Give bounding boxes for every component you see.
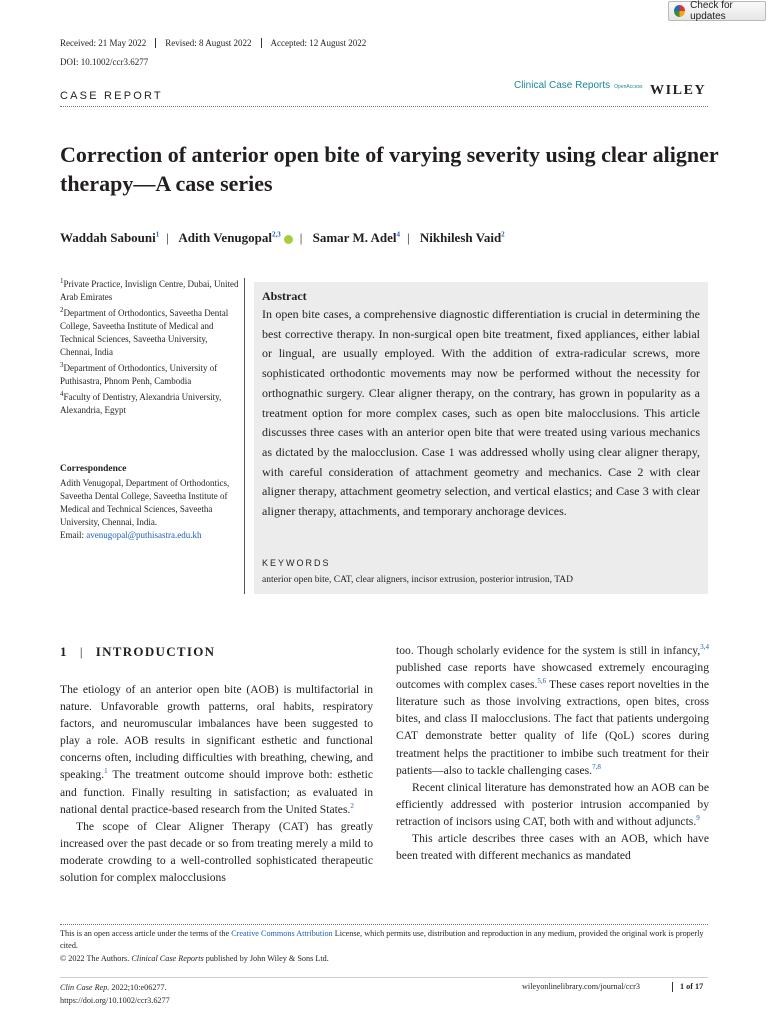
accepted-date: Accepted: 12 August 2022 (261, 38, 376, 48)
citation-line: Clin Case Rep. 2022;10:e06277. https://doi.org/10.1002/ccr3.6277 (60, 983, 170, 1005)
citation-ref[interactable]: 9 (696, 814, 700, 823)
email-link[interactable]: avenugopal@puthisastra.edu.kh (86, 530, 202, 540)
author-name[interactable]: Adith Venugopal (178, 230, 272, 245)
affiliation: $^1$Private Practice, Invislign Centre, Dubai, United Arab Emirates (60, 277, 239, 302)
correspondence-heading: Correspondence (60, 464, 127, 474)
footer-divider (60, 977, 708, 978)
author-affiliation-ref[interactable]: 1 (155, 230, 160, 239)
journal-name: Clinical Case Reports (514, 80, 611, 91)
keywords: anterior open bite, CAT, clear aligners, incisor extrusion, posterior intrusion, TAD (262, 575, 573, 585)
orcid-icon[interactable] (284, 235, 293, 244)
author-list: Waddah Sabouni$^1$ | Adith Venugopal$^{2,3}$ | Samar M. Adel$^4$ | Nikhilesh Vaid$^2$ (60, 230, 505, 245)
check-for-updates-button[interactable] (668, 1, 766, 21)
citation-ref[interactable]: 5,6 (537, 677, 547, 686)
revised-date: Revised: 8 August 2022 (155, 38, 260, 48)
license-notice: This is an open access article under the terms of the Creative Commons Attribution License, which permits use, distribution and reproduction in any medium, provided the original work is properly cited. (60, 929, 704, 950)
header-divider (60, 106, 708, 107)
license-link[interactable]: Creative Commons Attribution (231, 929, 333, 938)
footer-divider (60, 924, 708, 925)
citation-ref[interactable]: 7,8 (592, 762, 601, 771)
author-affiliation-ref[interactable]: 4 (396, 230, 401, 239)
author-name[interactable]: Samar M. Adel (312, 230, 397, 245)
article-dates (60, 38, 375, 48)
section-number: 1 (60, 644, 68, 659)
body-column-right (396, 642, 709, 864)
citation-ref[interactable]: 3,4 (700, 643, 709, 652)
author-affiliation-ref[interactable]: 2 (501, 230, 505, 239)
paragraph: This article describes three cases with an AOB, which have been treated with different mechanics as mandated (396, 832, 709, 863)
section-heading: 1 | INTRODUCTION (60, 644, 216, 659)
affiliation: $^3$Department of Orthodontics, University of Puthisastra, Phnom Penh, Cambodia (60, 361, 218, 386)
paragraph: The scope of Clear Aligner Therapy (CAT) has greatly increased over the past decade or so from treating merely a mild to moderate crowding to a well-controlled sophisticated therapeutic solution for complex malocclusions (60, 819, 373, 885)
keywords-heading: KEYWORDS (262, 558, 331, 568)
article-title: Correction of anterior open bite of varying severity using clear aligner therapy—A case series (60, 142, 719, 196)
open-access-label: OpenAccess (614, 84, 643, 90)
author-affiliation-ref[interactable]: 2,3 (272, 230, 281, 239)
affiliations (60, 278, 240, 420)
article-type: CASE REPORT (60, 90, 163, 102)
section-title: INTRODUCTION (95, 644, 216, 659)
received-date: Received: 21 May 2022 (60, 38, 147, 48)
column-divider (244, 278, 245, 594)
body-column-left (60, 681, 373, 886)
doi: DOI: 10.1002/ccr3.6277 (60, 57, 149, 67)
page-number: 1 of 17 (672, 982, 703, 992)
doi-link[interactable]: https://doi.org/10.1002/ccr3.6277 (60, 995, 170, 1005)
correspondence-text: Adith Venugopal, Department of Orthodontics, Saveetha Dental College, Saveetha Institute of Medical and Technical Sciences, Saveetha University, Chennai, India. Email: avenugopal@puthisastra.edu.kh (60, 478, 230, 540)
paragraph: The etiology of an anterior open bite (AOB) is multifactorial in nature. Unfavorable growth patterns, oral habits, respiratory factors, and neuromuscular imbalances have been suggested to play a role. AOB results in significant esthetic and functional concerns often, including difficulties with breathing, chewing, and speaking.$^1$ The treatment outcome should improve both: esthetic and function. Finally resulting in satisfaction; as evaluated in national dental practice-based research from the United States.$^2$ (60, 683, 373, 816)
crossmark-icon (674, 5, 685, 17)
journal-logo[interactable] (514, 80, 643, 91)
affiliation: $^2$Department of Orthodontics, Saveetha Dental College, Saveetha Institute of Medical and Technical Sciences, Saveetha University, Chennai, India (60, 306, 229, 357)
check-for-updates-label: Check for updates (690, 0, 733, 22)
citation-ref[interactable]: 2 (350, 801, 354, 810)
paragraph: too. Though scholarly evidence for the system is still in infancy,$^{3,4}$ published case reports have showcased extremely encouraging outcomes with complex cases.$^{5,6}$ These cases report novelties in the literature such as those involving extractions, open bites, cross bites, and class II malocclusions. The fact that patients undergoing CAT demonstrate better quality of life (QoL) scores during treatment helps the practitioner to imbibe such treatment for their patients—also to tackle challenging cases.$^{7,8}$ (396, 643, 709, 777)
paragraph: Recent clinical literature has demonstrated how an AOB can be efficiently addressed with posterior intrusion accompanied by retraction of incisors using CAT, both with and without adjuncts.$^9$ (396, 780, 709, 828)
publisher-logo[interactable]: WILEY (650, 83, 707, 98)
abstract-heading: Abstract (262, 289, 307, 303)
affiliation: $^4$Faculty of Dentistry, Alexandria University, Alexandria, Egypt (60, 390, 222, 415)
author-name[interactable]: Nikhilesh Vaid (419, 230, 502, 245)
abstract-text: In open bite cases, a comprehensive diagnostic differentiation is crucial in determining the best corrective therapy. In non-surgical open bite treatment, fixed appliances, either labial or lingual, are usually employed. With the addition of extra-radicular screws, more sophisticated orthodontic movements may now be performed without the necessity for orthognathic surgery. Clear aligner therapy, on the contrary, has grown in popularity as a treatment option for more complex cases, such as open bite malocclusions. This article discusses three cases with an anterior open bite that were treated using various mechanics as dictated by the malocclusion. Case 1 was addressed wholly using clear aligner therapy, with careful consideration of attachment geometry and mechanics. Case 2 with clear aligner therapy, attachment geometry selection, and vertical elastics; and Case 3 with clear aligner therapy, attachments, and temporary anchorage devices. (262, 307, 700, 519)
copyright-notice: © 2022 The Authors. Clinical Case Reports published by John Wiley & Sons Ltd. (60, 954, 329, 963)
author-name[interactable]: Waddah Sabouni (60, 230, 156, 245)
journal-url[interactable]: wileyonlinelibrary.com/journal/ccr3 (522, 982, 640, 991)
citation-ref[interactable]: 1 (104, 767, 108, 776)
